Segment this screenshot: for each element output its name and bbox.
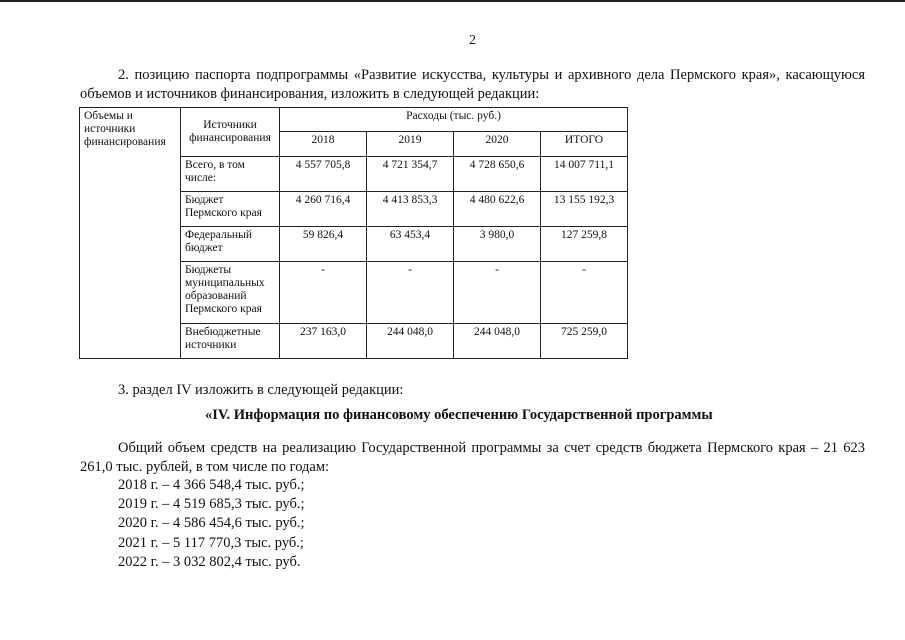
value-cell: 237 163,0 xyxy=(280,324,367,359)
value-cell: 13 155 192,3 xyxy=(541,192,628,227)
value-cell: 4 728 650,6 xyxy=(454,157,541,192)
source-cell: Бюджет Пермского края xyxy=(181,192,280,227)
value-cell: 4 413 853,3 xyxy=(367,192,454,227)
page-number: 2 xyxy=(469,33,476,48)
source-cell: Федеральный бюджет xyxy=(181,227,280,262)
value-cell: 4 260 716,4 xyxy=(280,192,367,227)
value-cell: 244 048,0 xyxy=(367,324,454,359)
value-cell: - xyxy=(367,262,454,324)
total-header: ИТОГО xyxy=(541,131,628,156)
year-header: 2020 xyxy=(454,131,541,156)
year-amount-line: 2021 г. – 5 117 770,3 тыс. руб.; xyxy=(118,535,304,551)
value-cell: 4 557 705,8 xyxy=(280,157,367,192)
sources-header: Источники финансирования xyxy=(181,108,280,157)
section-heading: «IV. Информация по финансовому обеспечению Государственной программы xyxy=(205,407,713,423)
source-cell: Всего, в том числе: xyxy=(181,157,280,192)
year-header: 2019 xyxy=(367,131,454,156)
value-cell: 244 048,0 xyxy=(454,324,541,359)
expenses-header: Расходы (тыс. руб.) xyxy=(280,108,628,132)
value-cell: 127 259,8 xyxy=(541,227,628,262)
section3-paragraph: 3. раздел IV изложить в следующей редакции: xyxy=(118,382,404,398)
value-cell: 3 980,0 xyxy=(454,227,541,262)
row-label: Объемы и источники финансирования xyxy=(80,108,181,359)
year-header: 2018 xyxy=(280,131,367,156)
value-cell: - xyxy=(280,262,367,324)
year-amount-line: 2019 г. – 4 519 685,3 тыс. руб.; xyxy=(118,496,305,512)
year-amount-line: 2022 г. – 3 032 802,4 тыс. руб. xyxy=(118,554,301,570)
source-cell: Внебюджетные источники xyxy=(181,324,280,359)
intro-paragraph: 2. позицию паспорта подпрограммы «Развитие искусства, культуры и архивного дела Пермского края», касающуюся объемов и источников финансирования, изложить в следующей редакции: xyxy=(80,67,865,102)
source-cell: Бюджеты муниципальных образований Пермского края xyxy=(181,262,280,324)
value-cell: 63 453,4 xyxy=(367,227,454,262)
total-paragraph: Общий объем средств на реализацию Государственной программы за счет средств бюджета Пермского края – 21 623 261,0 тыс. рублей, в том числе по годам: xyxy=(80,440,865,475)
value-cell: 4 480 622,6 xyxy=(454,192,541,227)
value-cell: 14 007 711,1 xyxy=(541,157,628,192)
financing-table xyxy=(79,107,628,359)
top-border-line xyxy=(0,0,905,2)
value-cell: 725 259,0 xyxy=(541,324,628,359)
year-amount-line: 2018 г. – 4 366 548,4 тыс. руб.; xyxy=(118,477,305,493)
value-cell: 4 721 354,7 xyxy=(367,157,454,192)
value-cell: 59 826,4 xyxy=(280,227,367,262)
year-amount-line: 2020 г. – 4 586 454,6 тыс. руб.; xyxy=(118,515,305,531)
value-cell: - xyxy=(454,262,541,324)
value-cell: - xyxy=(541,262,628,324)
